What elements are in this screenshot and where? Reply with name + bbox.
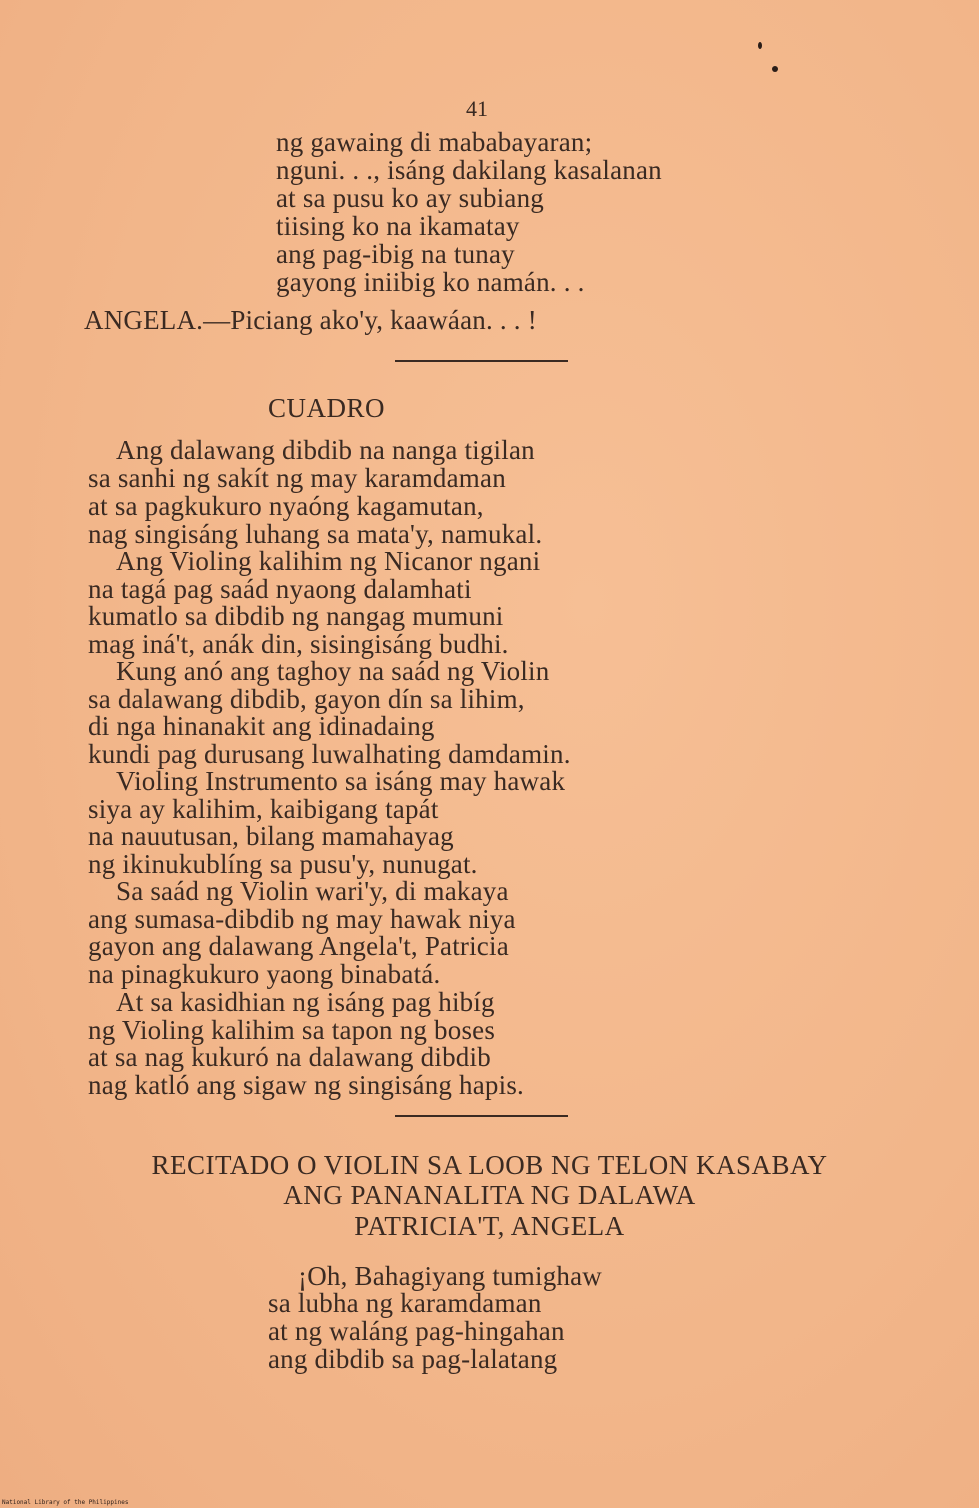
verse-line: Ang dalawang dibdib na nanga tigilan [116,435,535,465]
verse-line: mag iná't, anák din, sisingisáng budhi. [88,629,509,659]
verse-line: ang dibdib sa pag-lalatang [268,1344,558,1374]
verse-line: at sa nag kukuró na dalawang dibdib [88,1042,491,1072]
verse-line: ng Violing kalihim sa tapon ng boses [88,1015,496,1045]
verse-line: ang sumasa-dibdib ng may hawak niya [88,904,516,934]
verse-line: gayong iniibig ko namán. . . [276,267,585,297]
verse-line: na nauutusan, bilang mamahayag [88,821,454,851]
verse-line: at sa pusu ko ay subiang [276,183,545,213]
verse-line: Violing Instrumento sa isáng may hawak [116,766,566,796]
verse-line: na tagá pag saád nyaong dalamhati [88,574,472,604]
ink-speck [758,42,762,49]
verse-line: nag katló ang sigaw ng singisáng hapis. [88,1070,524,1100]
section-divider [395,1115,568,1117]
verse-line: nguni. . ., isáng dakilang kasalanan [276,155,662,185]
heading-line: RECITADO O VIOLIN SA LOOB NG TELON KASABAY [151,1150,828,1180]
heading-line: PATRICIA'T, ANGELA [354,1211,625,1241]
verse-line: sa sanhi ng sakít ng may karamdaman [88,463,506,493]
section-divider [395,360,568,362]
verse-line: at ng waláng pag-hingahan [268,1316,565,1346]
verse-line: sa dalawang dibdib, gayon dín sa lihim, [88,684,525,714]
verse-line: ¡Oh, Bahagiyang tumighaw [298,1261,602,1291]
verse-line: Kung anó ang taghoy na saád ng Violin [116,656,550,686]
verse-line: Ang Violing kalihim ng Nicanor ngani [116,546,541,576]
verse-line: at sa pagkukuro nyaóng kagamutan, [88,491,484,521]
verse-line: tiising ko na ikamatay [276,211,520,241]
heading-line: ANG PANANALITA NG DALAWA [283,1180,696,1210]
verse-line: na pinagkukuro yaong binabatá. [88,959,441,989]
verse-line: gayon ang dalawang Angela't, Patricia [88,931,509,961]
verse-line: ng gawaing di mababayaran; [276,127,593,157]
verse-line: sa lubha ng karamdaman [268,1288,542,1318]
verse-line: At sa kasidhian ng isáng pag hibíg [116,987,495,1017]
ink-speck [772,66,778,72]
page-number: 41 [466,96,488,121]
library-watermark: National Library of the Philippines [2,1499,129,1506]
cuadro-heading: CUADRO [268,393,386,423]
verse-line: Sa saád ng Violin wari'y, di makaya [116,876,509,906]
angela-speech: ANGELA.—Piciang ako'y, kaawáan. . . ! [84,305,537,335]
verse-line: nag singisáng luhang sa mata'y, namukal. [88,519,543,549]
verse-line: ng ikinukublíng sa pusu'y, nunugat. [88,849,478,879]
verse-line: siya ay kalihim, kaibigang tapát [88,794,439,824]
verse-line: ang pag-ibig na tunay [276,239,515,269]
verse-line: di nga hinanakit ang idinadaing [88,711,435,741]
verse-line: kumatlo sa dibdib ng nangag mumuni [88,601,504,631]
verse-line: kundi pag durusang luwalhating damdamin. [88,739,571,769]
